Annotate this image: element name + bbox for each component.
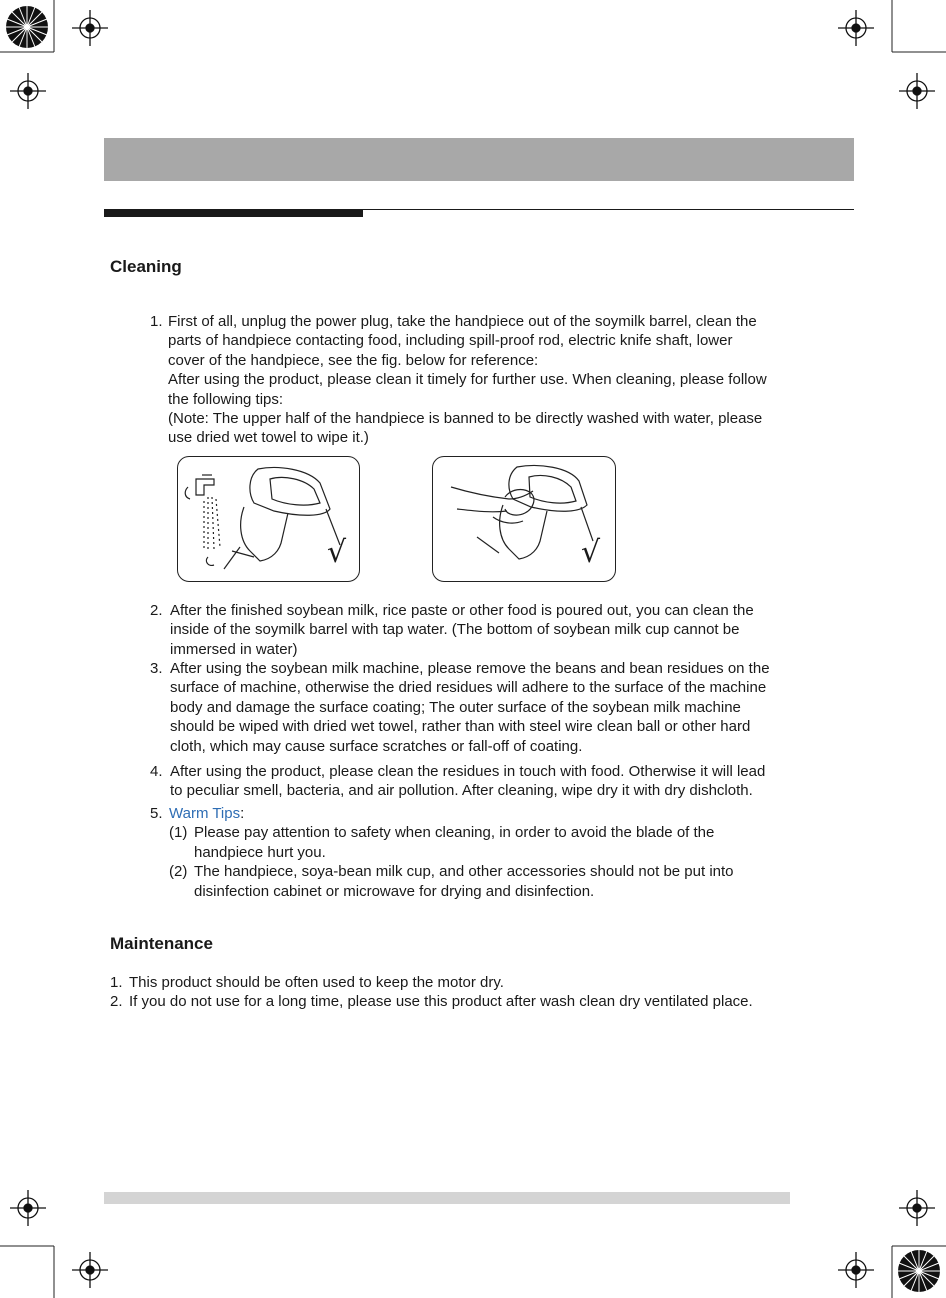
cleaning-heading: Cleaning (110, 257, 182, 276)
text-line: cloth, which may cause surface scratches or fall-off of coating. (170, 737, 583, 755)
text-line: inside of the soymilk barrel with tap water. (The bottom of soybean milk cup cannot be (170, 621, 740, 639)
section-rule (363, 209, 854, 210)
maintenance-heading: Maintenance (110, 934, 213, 953)
text-line: After using the product, please clean it timely for further use. When cleaning, please follow (168, 371, 767, 389)
maintenance-list (110, 973, 830, 1012)
text-line: to peculiar smell, bacteria, and air pollution. After cleaning, wipe dry it with dry dishcloth. (170, 782, 753, 800)
maintenance-item (110, 973, 830, 992)
item-number: 2. (150, 602, 163, 619)
cleaning-item-3 (150, 659, 830, 756)
text-line: disinfection cabinet or microwave for drying and disinfection. (194, 882, 595, 900)
text-line: This product should be often used to keep the motor dry. (129, 974, 504, 991)
cleaning-item-5 (150, 804, 830, 901)
footer-bar (104, 1192, 790, 1204)
text-line: After using the soybean milk machine, please remove the beans and bean residues on the (170, 660, 770, 677)
warm-tips-label: Warm Tips (169, 805, 241, 822)
text-line: immersed in water) (170, 640, 298, 658)
tip-number: (1) (169, 824, 188, 842)
item-number: 3. (150, 660, 163, 677)
text-line: If you do not use for a long time, please use this product after wash clean dry ventilated place. (129, 993, 753, 1011)
text-line: cover of the handpiece, see the fig. below for reference: (168, 351, 539, 369)
text-line: After using the product, please clean the residues in touch with food. Otherwise it will lead (170, 763, 766, 780)
text-line: Please pay attention to safety when cleaning, in order to avoid the blade of the (194, 824, 715, 842)
maintenance-item (110, 992, 830, 1011)
text-line: use dried wet towel to wipe it.) (168, 429, 369, 447)
text-line: parts of handpiece contacting food, including spill-proof rod, electric knife shaft, lower (168, 332, 733, 350)
cleaning-item-2 (150, 601, 830, 659)
item-number: 1. (150, 313, 163, 330)
tip-number: (2) (169, 863, 188, 881)
figure-rinse-under-tap (177, 456, 360, 582)
header-bar (104, 138, 854, 181)
text-line: body and damage the surface coating; The outer surface of the soybean milk machine (170, 698, 741, 716)
warm-tip-2 (169, 862, 830, 901)
cleaning-item-4 (150, 762, 830, 801)
starburst-icon (6, 6, 48, 48)
item-number: 1. (110, 974, 123, 991)
section-rule-accent (104, 209, 363, 217)
figure-wipe-with-towel (432, 456, 616, 582)
warm-tips-colon: : (240, 805, 245, 822)
text-line: The handpiece, soya-bean milk cup, and other accessories should not be put into (194, 863, 734, 881)
text-line: the following tips: (168, 390, 284, 408)
item-number: 4. (150, 763, 163, 780)
item-number: 2. (110, 993, 123, 1011)
checkmark-icon: √ (327, 535, 347, 570)
text-line: handpiece hurt you. (194, 843, 326, 861)
text-line: (Note: The upper half of the handpiece is banned to be directly washed with water, please (168, 410, 763, 428)
text-line: surface of machine, otherwise the dried residues will adhere to the surface of the machine (170, 679, 767, 697)
text-line: should be wiped with dried wet towel, rather than with steel wire clean ball or other hard (170, 718, 751, 736)
cleaning-item-1 (150, 312, 830, 448)
text-line: After the finished soybean milk, rice paste or other food is poured out, you can clean the (170, 602, 754, 619)
item-number: 5. (150, 805, 163, 822)
warm-tip-1 (169, 823, 830, 862)
text-line: First of all, unplug the power plug, take the handpiece out of the soymilk barrel, clean the (168, 313, 757, 330)
checkmark-icon: √ (581, 535, 601, 570)
starburst-icon (898, 1250, 940, 1292)
